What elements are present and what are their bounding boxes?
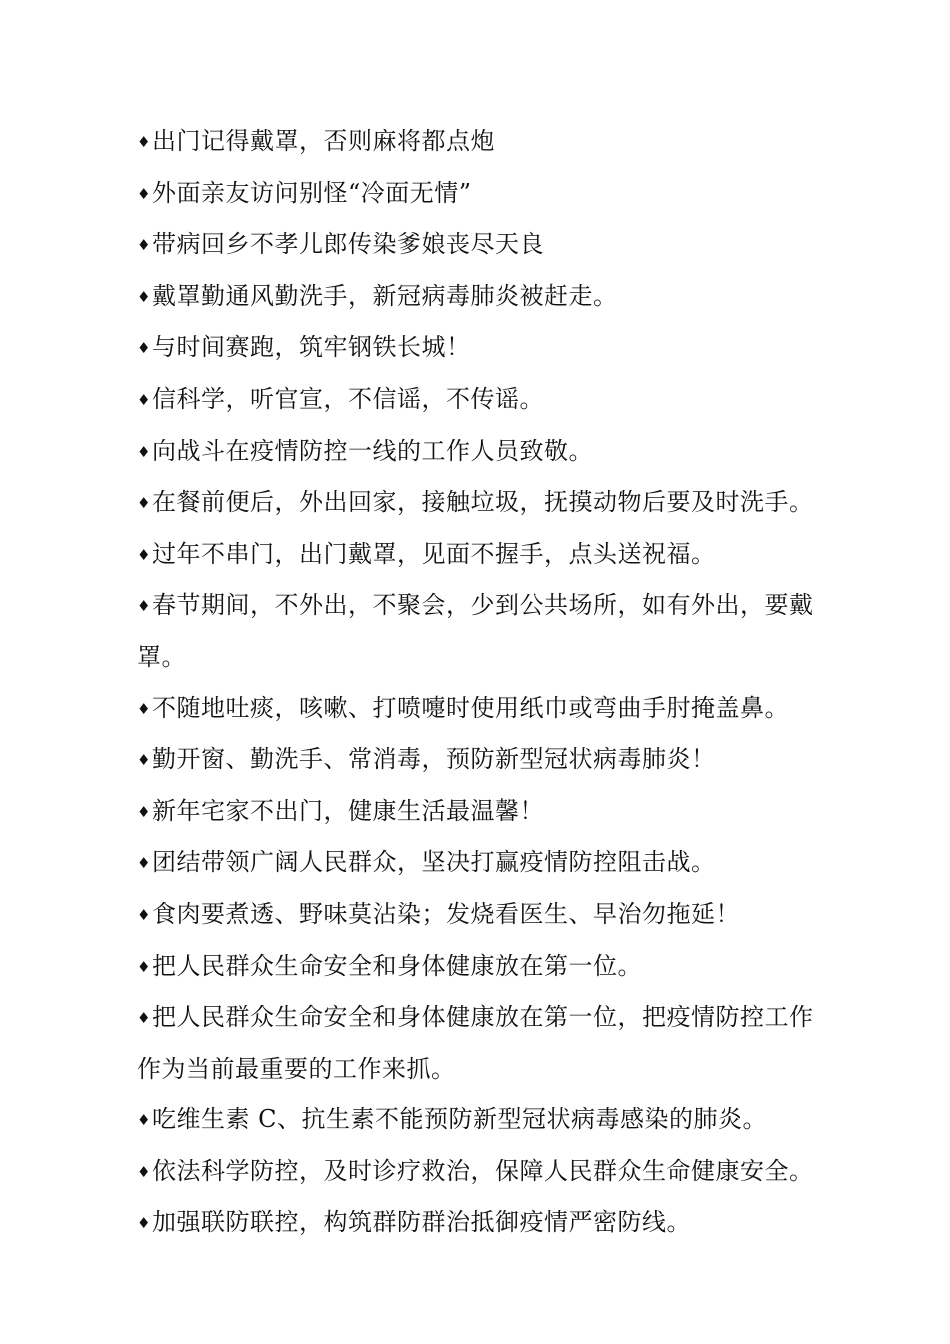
diamond-bullet-icon: ♦ <box>137 751 151 770</box>
list-item <box>137 1094 817 1146</box>
diamond-bullet-icon: ♦ <box>137 133 151 151</box>
list-item <box>137 1146 817 1198</box>
slogan-list <box>137 116 817 1249</box>
diamond-bullet-icon: ♦ <box>137 390 151 409</box>
diamond-bullet-icon: ♦ <box>137 699 151 718</box>
list-item <box>137 116 817 168</box>
list-item <box>137 374 817 426</box>
list-item-text: 与时间赛跑，筑牢钢铁长城！ <box>151 333 471 362</box>
list-item <box>137 529 817 581</box>
diamond-bullet-icon: ♦ <box>137 1214 151 1233</box>
list-item-text: 不随地吐痰，咳嗽、打喷嚏时使用纸巾或弯曲手肘掩盖鼻。 <box>151 693 789 722</box>
list-item <box>137 322 817 374</box>
diamond-bullet-icon: ♦ <box>137 236 151 255</box>
list-item <box>137 271 817 323</box>
list-item-text: 加强联防联控，构筑群防群治抵御疫情严密防线。 <box>151 1208 691 1237</box>
list-item <box>137 1197 817 1249</box>
list-item-text: 信科学，听官宣，不信谣，不传谣。 <box>151 384 544 413</box>
diamond-bullet-icon: ♦ <box>137 339 151 358</box>
list-item-text: 向战斗在疫情防控一线的工作人员致敬。 <box>151 436 593 465</box>
list-item <box>137 219 817 271</box>
diamond-bullet-icon: ♦ <box>137 287 151 306</box>
diamond-bullet-icon: ♦ <box>137 802 151 821</box>
diamond-bullet-icon: ♦ <box>137 184 151 203</box>
list-item-text: 依法科学防控，及时诊疗救治，保障人民群众生命健康安全。 <box>151 1156 814 1185</box>
list-item <box>137 941 817 993</box>
list-item <box>137 786 817 838</box>
diamond-bullet-icon: ♦ <box>137 1111 151 1130</box>
diamond-bullet-icon: ♦ <box>137 442 151 461</box>
list-item-text: 食肉要煮透、野味莫沾染；发烧看医生、早治勿拖延！ <box>151 899 740 928</box>
list-item <box>137 580 817 682</box>
diamond-bullet-icon: ♦ <box>137 905 151 924</box>
diamond-bullet-icon: ♦ <box>137 597 151 616</box>
list-item-text: 戴罩勤通风勤洗手，新冠病毒肺炎被赶走。 <box>151 281 618 310</box>
list-item-text: 春节期间，不外出，不聚会，少到公共场所，如有外出，要戴罩。 <box>137 591 814 671</box>
diamond-bullet-icon: ♦ <box>137 494 151 513</box>
list-item-text: 团结带领广阔人民群众，坚决打赢疫情防控阻击战。 <box>151 848 716 877</box>
list-item <box>137 889 817 941</box>
list-item-text: 把人民群众生命安全和身体健康放在第一位。 <box>151 951 642 980</box>
list-item-text: 外面亲友访问别怪“冷面无情” <box>151 178 472 207</box>
list-item-text: 勤开窗、勤洗手、常消毒，预防新型冠状病毒肺炎！ <box>151 745 716 774</box>
list-item <box>137 734 817 786</box>
list-item <box>137 426 817 478</box>
list-item-text: 新年宅家不出门，健康生活最温馨！ <box>151 796 544 825</box>
diamond-bullet-icon: ♦ <box>137 545 151 564</box>
list-item <box>137 168 817 220</box>
list-item <box>137 477 817 529</box>
list-item-text: 把人民群众生命安全和身体健康放在第一位，把疫情防控工作作为当前最重要的工作来抓。 <box>137 1003 814 1083</box>
diamond-bullet-icon: ♦ <box>137 854 151 873</box>
list-item-text: 在餐前便后，外出回家，接触垃圾，抚摸动物后要及时洗手。 <box>151 488 814 517</box>
diamond-bullet-icon: ♦ <box>137 1009 151 1028</box>
list-item-text: 过年不串门，出门戴罩，见面不握手，点头送祝福。 <box>151 539 716 568</box>
diamond-bullet-icon: ♦ <box>137 957 151 976</box>
list-item-text: 吃维生素 C、抗生素不能预防新型冠状病毒感染的肺炎。 <box>151 1105 767 1134</box>
list-item-text: 出门记得戴罩，否则麻将都点炮 <box>151 127 495 155</box>
diamond-bullet-icon: ♦ <box>137 1162 151 1181</box>
list-item-text: 带病回乡不孝儿郎传染爹娘丧尽天良 <box>151 230 544 259</box>
list-item <box>137 837 817 889</box>
list-item <box>137 992 817 1094</box>
list-item <box>137 683 817 735</box>
